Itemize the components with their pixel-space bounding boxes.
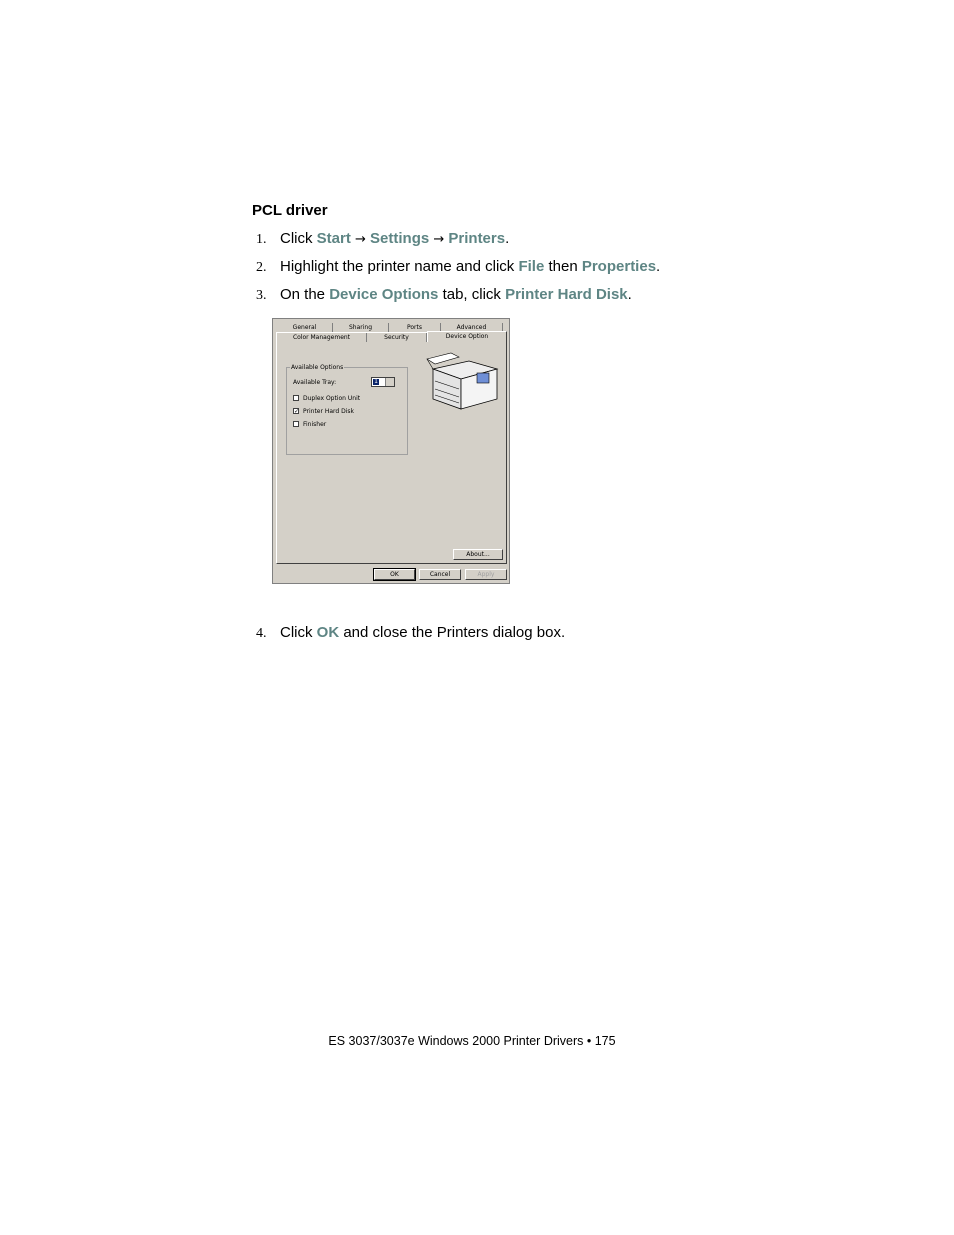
step-text-run: . (505, 230, 510, 247)
printer-properties-dialog (272, 318, 510, 584)
duplex-option-checkbox[interactable] (293, 395, 299, 401)
printer-illustration-icon (425, 347, 501, 415)
step-text-run: On the (280, 286, 330, 303)
step-text-run: . (656, 258, 661, 275)
step-number: 2. (256, 260, 267, 275)
tab-advanced[interactable]: Advanced (441, 323, 503, 332)
finisher-label: Finisher (303, 421, 327, 428)
ui-keyword: Start (316, 230, 351, 247)
ui-keyword: Properties (581, 258, 657, 275)
printer-hard-disk-label: Printer Hard Disk (303, 408, 355, 415)
tab-security[interactable]: Security (367, 333, 427, 342)
step-text-run: Click (280, 624, 317, 641)
step-number: 1. (256, 232, 267, 247)
about-button[interactable]: About... (453, 549, 503, 560)
step-2 (256, 258, 660, 276)
ui-keyword: Printers (448, 230, 506, 247)
printer-hard-disk-checkbox[interactable]: ✓ (294, 408, 300, 415)
tab-panel (276, 332, 507, 564)
step-text (280, 624, 565, 641)
duplex-option-label: Duplex Option Unit (303, 395, 361, 402)
tab-color-management[interactable]: Color Management (277, 333, 367, 342)
tab-ports[interactable]: Ports (389, 323, 441, 332)
step-3 (256, 286, 632, 304)
step-number: 4. (256, 626, 267, 641)
step-text-run: . (627, 286, 632, 303)
step-number: 3. (256, 288, 267, 303)
step-text-run: then (544, 258, 582, 275)
group-label: Available Options (291, 364, 344, 371)
step-text (280, 230, 509, 247)
step-text-run: Highlight the printer name and click (280, 258, 519, 275)
step-4 (256, 624, 565, 642)
step-text-run: and close the Printers dialog box. (339, 624, 566, 641)
ok-button[interactable]: OK (374, 569, 415, 580)
page-footer: ES 3037/3037e Windows 2000 Printer Drivers • 175 (328, 1034, 616, 1048)
tray-value: 1 (374, 378, 378, 385)
ui-keyword: File (518, 258, 545, 275)
section-heading: PCL driver (252, 202, 328, 219)
ui-keyword: OK (316, 624, 340, 641)
ui-keyword: Settings (370, 230, 430, 247)
tray-spinner[interactable] (371, 377, 395, 387)
ui-keyword: Device Options (329, 286, 439, 303)
step-text-run: → (429, 232, 449, 247)
cancel-button[interactable]: Cancel (419, 569, 461, 580)
tab-device-option[interactable]: Device Option (427, 331, 507, 342)
step-text (280, 286, 632, 303)
finisher-checkbox[interactable] (293, 421, 299, 427)
step-text-run: → (350, 232, 371, 247)
ui-keyword: Printer Hard Disk (505, 286, 628, 303)
step-text (280, 258, 660, 275)
spinner-arrows-icon[interactable] (385, 378, 394, 386)
tray-label: Available Tray: (293, 379, 337, 386)
step-text-run: Click (280, 230, 317, 247)
step-text-run: tab, click (438, 286, 506, 303)
apply-button[interactable]: Apply (465, 569, 507, 580)
tab-general[interactable]: General (277, 323, 333, 332)
tab-sharing[interactable]: Sharing (333, 323, 389, 332)
step-1 (256, 230, 509, 248)
